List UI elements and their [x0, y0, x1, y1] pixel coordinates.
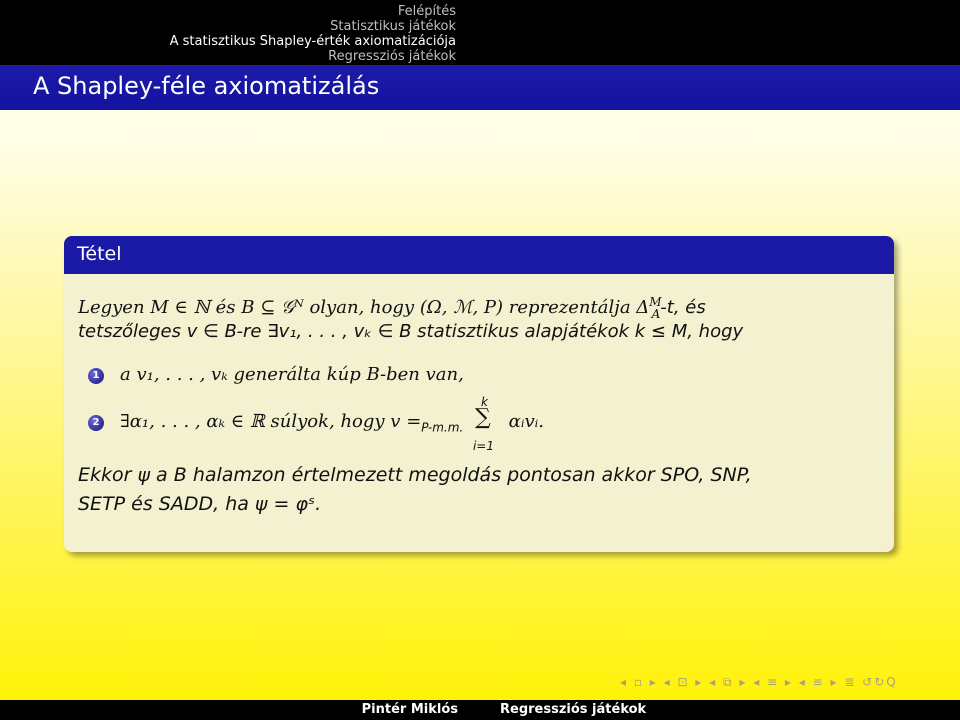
- delta-subscript: A: [651, 306, 661, 321]
- theorem-item-2-text: ∃α₁, . . . , αₖ ∈ ℝ súlyok, hogy v =: [120, 411, 422, 432]
- enum-number-1: 1: [88, 368, 104, 384]
- frame-title: A Shapley-féle axiomatizálás: [33, 72, 380, 100]
- footer-author: Pintér Miklós: [361, 702, 458, 717]
- nav-item-shapley-axiomatizacio[interactable]: A statisztikus Shapley-érték axiomatizációja: [169, 34, 456, 49]
- enum-number-2: 2: [88, 415, 104, 431]
- sum-symbol: ∑: [474, 405, 491, 430]
- nav-item-statisztikus-jatekok[interactable]: Statisztikus játékok: [330, 19, 456, 34]
- sum-lower-limit: i=1: [472, 439, 494, 453]
- theorem-line-3: Ekkor ψ a B halamzon értelmezett megoldás pontosan akkor SPO, SNP,: [78, 464, 752, 486]
- theorem-line-2: tetszőleges v ∈ B-re ∃v₁, . . . , vₖ ∈ B statisztikus alapjátékok k ≤ M, hogy: [78, 321, 744, 342]
- theorem-line-1-tail: -t, és: [660, 297, 706, 318]
- footer-title: Regressziós játékok: [500, 702, 647, 717]
- footer: [0, 700, 960, 720]
- theorem-item-1: [88, 363, 464, 387]
- delta-superscript: M: [649, 295, 662, 309]
- theorem-line-1-main: Legyen M ∈ ℕ és B ⊆ 𝒢ᴺ olyan, hogy (Ω, ℳ, P) reprezentálja Δ: [78, 297, 650, 318]
- beamer-navigation-symbols[interactable]: ◂ ▫ ▸ ◂ ⊡ ▸ ◂ ⧉ ▸ ◂ ≡ ▸ ◂ ≡ ▸ ≣ ↺↻Q: [620, 675, 898, 689]
- nav-item-regresszios-jatekok[interactable]: Regressziós játékok: [328, 49, 456, 64]
- top-navigation: [0, 0, 960, 65]
- sum-upper-limit: k: [480, 395, 488, 409]
- summation: [472, 395, 499, 453]
- theorem-item-1-text: a v₁, . . . , vₖ generálta kúp B-ben van,: [120, 364, 464, 385]
- almost-surely-subscript: P-m.m.: [421, 420, 464, 435]
- theorem-block: [64, 236, 894, 552]
- frame-title-bar: [0, 65, 960, 110]
- theorem-block-title: Tétel: [64, 236, 894, 274]
- theorem-item-2: [88, 395, 544, 453]
- nav-item-felepites[interactable]: Felépítés: [397, 4, 456, 19]
- theorem-line-4: SETP és SADD, ha ψ = φˢ.: [78, 493, 322, 515]
- theorem-item-2-tail: αᵢvᵢ.: [508, 411, 544, 432]
